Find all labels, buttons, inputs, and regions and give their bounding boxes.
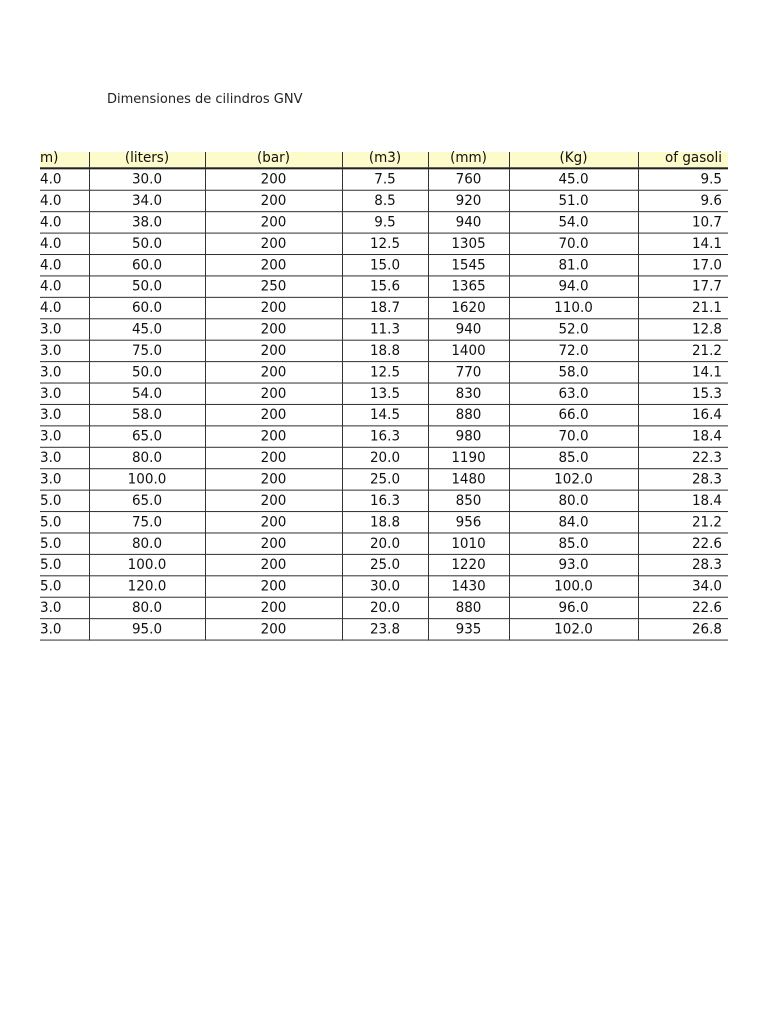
- table-cell: 10.7: [638, 212, 728, 233]
- table-row: [40, 276, 728, 297]
- table-cell: 1480: [428, 469, 509, 490]
- table-cell: 4.0: [40, 168, 89, 190]
- table-cell: 95.0: [89, 619, 205, 640]
- table-cell: 14.1: [638, 362, 728, 383]
- table-cell: 200: [205, 255, 342, 276]
- table-cell: 50.0: [89, 233, 205, 254]
- table-cell: 200: [205, 190, 342, 211]
- table-cell: 18.8: [342, 340, 428, 361]
- table-row: [40, 426, 728, 447]
- table-cell: 34.0: [89, 190, 205, 211]
- table-cell: 4.0: [40, 190, 89, 211]
- table-cell: 1365: [428, 276, 509, 297]
- table-cell: 880: [428, 597, 509, 618]
- table-cell: 200: [205, 576, 342, 597]
- table-cell: 96.0: [509, 597, 638, 618]
- column-header: (Kg): [509, 152, 638, 168]
- cylinder-table-container: [40, 149, 728, 638]
- table-cell: 830: [428, 383, 509, 404]
- table-cell: 20.0: [342, 447, 428, 468]
- table-cell: 100.0: [89, 469, 205, 490]
- table-cell: 760: [428, 168, 509, 190]
- table-row: [40, 297, 728, 318]
- table-cell: 4.0: [40, 276, 89, 297]
- table-row: [40, 190, 728, 211]
- table-cell: 13.5: [342, 383, 428, 404]
- table-row: [40, 490, 728, 511]
- table-cell: 102.0: [509, 469, 638, 490]
- table-cell: 72.0: [509, 340, 638, 361]
- table-cell: 30.0: [342, 576, 428, 597]
- table-cell: 3.0: [40, 404, 89, 425]
- table-cell: 200: [205, 426, 342, 447]
- table-row: [40, 340, 728, 361]
- table-cell: 3.0: [40, 362, 89, 383]
- table-cell: 1620: [428, 297, 509, 318]
- table-cell: 85.0: [509, 533, 638, 554]
- table-cell: 45.0: [509, 168, 638, 190]
- column-header: of gasoli: [638, 152, 728, 168]
- table-cell: 22.6: [638, 533, 728, 554]
- table-cell: 75.0: [89, 512, 205, 533]
- table-cell: 11.3: [342, 319, 428, 340]
- table-cell: 3.0: [40, 447, 89, 468]
- table-cell: 12.5: [342, 362, 428, 383]
- table-cell: 15.0: [342, 255, 428, 276]
- table-cell: 200: [205, 512, 342, 533]
- table-row: [40, 576, 728, 597]
- table-cell: 935: [428, 619, 509, 640]
- table-header-row: [40, 152, 728, 168]
- document-title: Dimensiones de cilindros GNV: [107, 92, 303, 107]
- table-cell: 1220: [428, 554, 509, 575]
- table-cell: 65.0: [89, 490, 205, 511]
- table-cell: 12.8: [638, 319, 728, 340]
- table-cell: 60.0: [89, 297, 205, 318]
- table-cell: 200: [205, 597, 342, 618]
- table-cell: 850: [428, 490, 509, 511]
- table-cell: 200: [205, 340, 342, 361]
- table-cell: 23.8: [342, 619, 428, 640]
- table-cell: 4.0: [40, 255, 89, 276]
- table-cell: 54.0: [89, 383, 205, 404]
- table-cell: 1430: [428, 576, 509, 597]
- table-cell: 200: [205, 533, 342, 554]
- table-cell: 28.3: [638, 469, 728, 490]
- table-cell: 85.0: [509, 447, 638, 468]
- table-cell: 5.0: [40, 512, 89, 533]
- table-cell: 34.0: [638, 576, 728, 597]
- table-cell: 16.3: [342, 426, 428, 447]
- table-cell: 940: [428, 212, 509, 233]
- table-cell: 54.0: [509, 212, 638, 233]
- table-cell: 980: [428, 426, 509, 447]
- table-cell: 30.0: [89, 168, 205, 190]
- table-body: [40, 168, 728, 640]
- table-cell: 120.0: [89, 576, 205, 597]
- table-cell: 66.0: [509, 404, 638, 425]
- table-cell: 200: [205, 383, 342, 404]
- table-cell: 1545: [428, 255, 509, 276]
- table-cell: 3.0: [40, 426, 89, 447]
- table-cell: 9.5: [342, 212, 428, 233]
- table-cell: 250: [205, 276, 342, 297]
- table-cell: 80.0: [89, 447, 205, 468]
- table-cell: 770: [428, 362, 509, 383]
- table-row: [40, 533, 728, 554]
- table-cell: 18.8: [342, 512, 428, 533]
- table-cell: 18.7: [342, 297, 428, 318]
- table-cell: 5.0: [40, 576, 89, 597]
- table-cell: 22.3: [638, 447, 728, 468]
- table-cell: 60.0: [89, 255, 205, 276]
- table-cell: 3.0: [40, 469, 89, 490]
- table-cell: 15.3: [638, 383, 728, 404]
- table-cell: 200: [205, 554, 342, 575]
- table-cell: 3.0: [40, 597, 89, 618]
- table-cell: 81.0: [509, 255, 638, 276]
- table-cell: 1190: [428, 447, 509, 468]
- table-cell: 45.0: [89, 319, 205, 340]
- table-cell: 100.0: [89, 554, 205, 575]
- table-cell: 28.3: [638, 554, 728, 575]
- table-cell: 16.3: [342, 490, 428, 511]
- table-cell: 22.6: [638, 597, 728, 618]
- column-header: (liters): [89, 152, 205, 168]
- table-cell: 200: [205, 297, 342, 318]
- table-cell: 18.4: [638, 426, 728, 447]
- table-cell: 75.0: [89, 340, 205, 361]
- table-cell: 80.0: [89, 597, 205, 618]
- table-cell: 65.0: [89, 426, 205, 447]
- table-cell: 17.0: [638, 255, 728, 276]
- table-cell: 5.0: [40, 554, 89, 575]
- table-cell: 3.0: [40, 340, 89, 361]
- table-cell: 200: [205, 319, 342, 340]
- table-cell: 63.0: [509, 383, 638, 404]
- table-cell: 9.6: [638, 190, 728, 211]
- table-cell: 3.0: [40, 319, 89, 340]
- table-cell: 80.0: [89, 533, 205, 554]
- table-cell: 200: [205, 490, 342, 511]
- table-row: [40, 168, 728, 190]
- table-cell: 50.0: [89, 276, 205, 297]
- table-row: [40, 362, 728, 383]
- table-cell: 1010: [428, 533, 509, 554]
- table-row: [40, 619, 728, 640]
- table-row: [40, 447, 728, 468]
- table-cell: 80.0: [509, 490, 638, 511]
- table-cell: 21.2: [638, 512, 728, 533]
- table-cell: 3.0: [40, 383, 89, 404]
- table-cell: 200: [205, 212, 342, 233]
- table-cell: 58.0: [89, 404, 205, 425]
- table-cell: 200: [205, 469, 342, 490]
- table-cell: 920: [428, 190, 509, 211]
- table-cell: 200: [205, 233, 342, 254]
- table-cell: 200: [205, 404, 342, 425]
- table-cell: 940: [428, 319, 509, 340]
- column-header: (m3): [342, 152, 428, 168]
- table-cell: 880: [428, 404, 509, 425]
- table-cell: 15.6: [342, 276, 428, 297]
- table-cell: 7.5: [342, 168, 428, 190]
- table-row: [40, 255, 728, 276]
- table-row: [40, 597, 728, 618]
- table-cell: 3.0: [40, 619, 89, 640]
- table-cell: 8.5: [342, 190, 428, 211]
- column-header: (mm): [428, 152, 509, 168]
- table-cell: 12.5: [342, 233, 428, 254]
- table-cell: 21.2: [638, 340, 728, 361]
- table-cell: 9.5: [638, 168, 728, 190]
- table-cell: 5.0: [40, 490, 89, 511]
- table-cell: 110.0: [509, 297, 638, 318]
- table-cell: 4.0: [40, 297, 89, 318]
- table-row: [40, 319, 728, 340]
- table-cell: 21.1: [638, 297, 728, 318]
- table-cell: 100.0: [509, 576, 638, 597]
- column-header: m): [40, 152, 89, 168]
- table-cell: 14.5: [342, 404, 428, 425]
- cylinder-dimensions-table: [40, 149, 728, 641]
- table-cell: 4.0: [40, 212, 89, 233]
- table-cell: 26.8: [638, 619, 728, 640]
- table-cell: 14.1: [638, 233, 728, 254]
- table-cell: 1305: [428, 233, 509, 254]
- table-cell: 102.0: [509, 619, 638, 640]
- table-row: [40, 512, 728, 533]
- table-row: [40, 469, 728, 490]
- table-cell: 50.0: [89, 362, 205, 383]
- column-header: (bar): [205, 152, 342, 168]
- table-cell: 956: [428, 512, 509, 533]
- table-cell: 200: [205, 168, 342, 190]
- table-cell: 18.4: [638, 490, 728, 511]
- table-row: [40, 212, 728, 233]
- table-cell: 58.0: [509, 362, 638, 383]
- table-cell: 1400: [428, 340, 509, 361]
- table-cell: 84.0: [509, 512, 638, 533]
- table-cell: 52.0: [509, 319, 638, 340]
- table-cell: 25.0: [342, 469, 428, 490]
- table-cell: 20.0: [342, 533, 428, 554]
- table-cell: 200: [205, 447, 342, 468]
- table-cell: 38.0: [89, 212, 205, 233]
- table-cell: 17.7: [638, 276, 728, 297]
- table-cell: 16.4: [638, 404, 728, 425]
- table-cell: 200: [205, 619, 342, 640]
- table-cell: 5.0: [40, 533, 89, 554]
- table-cell: 70.0: [509, 233, 638, 254]
- table-cell: 93.0: [509, 554, 638, 575]
- table-cell: 94.0: [509, 276, 638, 297]
- table-cell: 200: [205, 362, 342, 383]
- table-row: [40, 554, 728, 575]
- table-cell: 70.0: [509, 426, 638, 447]
- table-row: [40, 233, 728, 254]
- table-cell: 25.0: [342, 554, 428, 575]
- table-row: [40, 383, 728, 404]
- table-row: [40, 404, 728, 425]
- table-cell: 51.0: [509, 190, 638, 211]
- table-cell: 20.0: [342, 597, 428, 618]
- table-cell: 4.0: [40, 233, 89, 254]
